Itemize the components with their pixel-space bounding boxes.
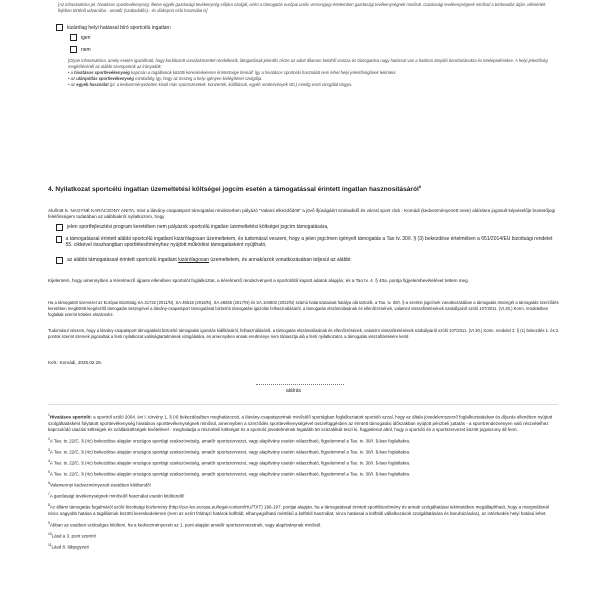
- footnote-7: [48, 491, 558, 500]
- option-yes-label: igen: [81, 34, 91, 41]
- footnote-number: 5: [48, 470, 50, 475]
- choice-1-label: jelen sportfejlesztési program keretében nem pályázok sportcélú ingatlan üzemeltetési költségei jogcím támogatására,: [67, 224, 329, 231]
- footnote-4: [48, 458, 558, 467]
- local-question-checkbox[interactable]: [56, 24, 63, 31]
- choice-3-row: [56, 257, 556, 264]
- footnote-number: 4: [48, 459, 50, 464]
- local-criteria-intro: [Olyan infrastruktúra, amely esetén igazolható, hogy korlátozott vonzáskörzettel rendelkezik, látogatóinak jelentős része az adott államon belülről vonzza és támogatása nagy hatással van a határon átnyúló beruházásokra és letelepedésekre. A helyi jelentőség megítélésénél az alábbi szempontok az irányadók:: [68, 58, 548, 69]
- local-question-row: [56, 24, 171, 31]
- footnote-number: 2: [48, 436, 50, 441]
- footnotes: [48, 412, 558, 553]
- local-criteria-note: [68, 58, 560, 88]
- footnote-6: [48, 480, 558, 489]
- option-yes-row: [70, 34, 90, 41]
- footnote-5: [48, 469, 558, 478]
- place-date: Kelt.: Komádi, 2025.02.26.: [48, 360, 103, 365]
- choice-2-label: a támogatással érintett alábbi sportcélú ingatlant kizárólagosan üzemeltetem, és tudomásul veszem, hogy a jelen jogcímen igényelt támogatás a Tao tv. 30/I. § (3) bekezdése értelmében a 651/2014/EU bizottsági rendelet 55. cikkével összhangban sportlétesítményhez nyújtott működési támogatásként nyújtható,: [65, 236, 553, 249]
- footnote-number: 1: [48, 413, 50, 417]
- bullet-1-term: hivatásos sportlevékenység: [74, 70, 130, 75]
- footnote-number: 7: [48, 492, 50, 497]
- footnote-text: Abban az esetben szükséges kitölteni, ha a kedvezményezett az 1. pont alapján amatőr sportszervezetnek, vagy alapítványnak minősül.: [49, 522, 322, 528]
- local-question-footnote-ref: 7: [169, 25, 172, 30]
- footnote-number: 10: [48, 532, 52, 537]
- paragraph-3: Tudomásul veszem, hogy a látvány-csapatsport támogatását biztosító támogatási igazolás kiállításáról, felhasználásáról, a támogatás elszámolásának és ellenőrzésének, valamint visszafizetésének szabályairól szóló 107/2011. (VI.30.) Korm. rendelet 2. § (1) bekezdés 1. és 2. pontok szerint szervek jogosultak a fenti nyilatkozat valóságtartalmának vizsgálatára, és amennyiben annak eredménye nem támasztja alá a fenti nyilatkozatot, a támogatás visszafizetésére kerül.: [48, 328, 560, 339]
- footnote-text: A Tao. tv. 22/C. § (4c) bekezdése alapján országos sportági szakszövetség, amatőr sportszervezet, vagy alapítvány esetén választható, figyelemmel a Tao. tv. 30/I. §-ban foglaltakra.: [49, 438, 411, 444]
- bullet-3-term: egyéb használat: [76, 82, 109, 87]
- footnote-10: [48, 531, 558, 540]
- footnote-text: A gazdasági tevékenységnek minősülő használat esetén kitöltendő!: [49, 493, 185, 499]
- footnote-number: 3: [48, 448, 50, 452]
- footnote-text: A Tao. tv. 22/C. § (4c) bekezdése alapján országos sportági szakszövetség, amatőr sportszervezet, vagy alapítvány esetén választható, figyelemmel a Tao. tv. 30/I. §-ban foglaltakra.: [49, 471, 411, 477]
- bullet-3-prefix: az: [70, 82, 77, 87]
- section-4-title: 4. Nyilatkozat sportcélú ingatlan üzemeltetési költségei jogcím esetén a támogatással érintett ingatlan hasznosításáról$^8$: [48, 184, 422, 194]
- choice-3-underlined: kizárólagosan: [178, 257, 210, 264]
- footnote-number: 8: [48, 503, 50, 508]
- local-criteria-bullet-1: • a hivatásos sportlevékenység kapcsán a tagállamok közötti kereskedelemre érintettsége fennáll: így a hivatásos sportcélú használat nem lehet helyi jelentőségűnek tekinteni.: [68, 70, 397, 75]
- choice-1-row: [56, 224, 556, 231]
- choice-3-checkbox[interactable]: [56, 257, 63, 264]
- footnote-text: Valamennyi kedvezményezett esetében kitöltendő!: [49, 482, 151, 488]
- footnote-number: 9: [48, 520, 50, 525]
- option-yes-checkbox[interactable]: [70, 34, 77, 41]
- choice-2-checkbox[interactable]: [56, 236, 62, 243]
- option-no-label: nem: [81, 46, 91, 53]
- local-criteria-bullet-3: • az egyéb használat (pl. a kedvezményezetten kívüli más sportrszezetek, konzertek, kiállítások, egyéb rendezvények stb.) mindig eseti vizsgálat tárgya.: [68, 82, 353, 87]
- bullet-2-prefix: az: [70, 76, 77, 81]
- paragraph-1: Kijelentem, hogy amennyiben a Kérelmező újpass ellenében sportolót foglalkoztat, a kérelmező rendezvényeit a sportolótól kapott adatok alapján, és a Tao tv. 4. § 40a. pontja figyelembevételével tettem meg.: [48, 278, 469, 283]
- choice-3-label: az alábbi támogatással érintett sportcélú ingatlant kizárólagosan üzemeltetem, és annak/azok vonatkozásában teljesül az alábbi:: [67, 257, 352, 264]
- section-4-footnote-ref: 8: [418, 184, 422, 189]
- footnote-8: [48, 502, 558, 517]
- footnote-text: A Tao. tv. 22/C. § (4c) bekezdése alapján országos sportági szakszövetség, amatőr sportszervezet, vagy alapítvány esetén választható, figyelemmel a Tao. tv. 30/I. §-ban foglaltakra.: [49, 449, 411, 455]
- bullet-1-text: kapcsán a tagállamok közötti kereskedelemre érintettsége fennáll: így a hivatásos sportcélú használat nem lehet helyi jelentőségűnek tekinteni.: [130, 70, 397, 75]
- declaration-text: Alulírott K. NAGYNÉ KARÁCSONY ANITA, mint a látvány-csapatsport támogatási rendszerben pályázó "Valami elkezdődött" a jövő ifjúságáért szabadidő és városi sport club - Komádi (kedvezményezett neve) aláírásra jogosult képviselője büntetőjogi felelősségem tudatában az alábbiakról nyilatkozom, hogy: [48, 208, 556, 220]
- footnote-number: 6: [48, 481, 50, 486]
- footnote-number: 11: [48, 543, 52, 548]
- choice-1-checkbox[interactable]: [56, 224, 63, 231]
- footnote-text: Lásd a 3. pont szerint!: [51, 533, 97, 539]
- intro-note: [Az infrastruktúra jel. hivatásos sportlevékenység: illetve egyéb gazdasági tevékenység céljára szolgál, ezért a támogatás európai uniós versenyjogi értelemben gazdasági tevékenységnek minősül. Gazdasági tevékenységnek minősül a bérbeadás útján, ellenérték fejében történő udvarrúba - amatőr (szabadidős)-, és diáksport célú használat is]: [58, 2, 546, 13]
- footnote-text: A Tao. tv. 22/C. § (4c) bekezdése alapján országos sportági szakszövetség, amatőr sportszervezet, vagy alapítvány esetén választható, figyelemmel a Tao. tv. 30/I. §-ban foglaltakra.: [49, 460, 411, 466]
- footnote-separator: [48, 404, 558, 405]
- paragraph-2: Ha a támogatott szervezet az Európai Bizottság SA.31722 (2011/N), SA.46515 (2016/N), SA.48265 (2017/N) és SA.104802 (2022/N) számú határozatainak hatálya alá tartozik, a Tao. tv. 30/I. §-a szerinti jogcímek vonatkozásában a támogatás összegét a támogatás szerződés keretében megkötött kiegészítő támogatás összegével a látvány-csapatsport támogatását biztosító támogatási igazolás felhasználásáról, a támogatás elszámolásának és ellenőrzésének, valamint visszafizetésének szabályairól szóló 107/2011. (VI.30.) Korm. rendeletben foglaltak szerint köteles elszámolni.: [48, 300, 559, 317]
- footnote-2: [48, 436, 558, 445]
- option-no-row: [70, 46, 91, 53]
- footnote-1: [48, 412, 558, 434]
- footnote-text: Az állami támogatás fogalmáról szóló bizottsági közlemény (http://eur-lex.europa.eu/legal-content/HU/TXT) 196-197. pontjai alapján, ha a támogatással érintett sportlétesítmény és annak szolgáltatásai tekintetében megállapítható, hogy a marginálisnál nincs nagyobb hatása a tagállamok közötti kereskedelemre (nem az ezért földrajzi határok külföldi; elhanyagolható mértékű a külföldi használat; nincs hatással a külföldi vállalkozások szolgáltatására és beruházására), az intézkedés helyi hatású lehet.: [48, 504, 549, 517]
- footnote-11: [48, 542, 558, 551]
- footnote-9: [48, 520, 558, 529]
- footnote-text: a sportról szóló 2004. évi I. törvény 1. § (4) bekezdésében meghatározott, a látvány-csapatsportnak minősülő sportágban foglalkoztatott sportoló azzal, hogy az általa jövedelemszerző foglalkoztatásban és díjazás ellenében nyújtott szolgáltatásként folytatott sporttevékenység hivatásos sporttevékenységnek minősül, amennyiben a szerződés sporttevékenységével összefüggésben az érintett támogatási időszakban nyújtott pénzbeli juttatás - a sporrtrendezvényen való részvételhez kapcsolódó utazási költségek és szállásköltségek kivételével - meghaladja a részvételi költséget és a sportoló jövedelmének legalább 50 százalékát teszi ki, függetlenül attól, hogy a sportoló és a sportszervezet között jogviszony áll fenn.: [48, 414, 553, 433]
- bullet-3-text: (pl. a kedvezményezetten kívüli más sportrszezetek, konzertek, kiállítások, egyéb rendezvények stb.) mindig eseti vizsgálat tárgya.: [108, 82, 353, 87]
- local-question-label: kizárólag helyi hatással bíró sportcélú ingatlan: [67, 24, 170, 31]
- choice-2-row: [56, 236, 560, 249]
- signature-line: [256, 384, 344, 385]
- footnote-3: [48, 447, 558, 456]
- footnote-term: Hivatásos sportoló:: [49, 414, 92, 420]
- bullet-2-text: mindaddig így, hogy az összeg a helyi igényen kielégítését szolgálja.: [133, 76, 263, 81]
- option-no-checkbox[interactable]: [70, 46, 77, 53]
- footnote-text: Lásd 8. lábjegyzet!: [51, 544, 90, 550]
- bullet-2-term: utánpótlás sportlevékenység: [76, 76, 134, 81]
- local-criteria-bullet-2: • az utánpótlás sportlevékenység mindaddig így, hogy az összeg a helyi igényen kielégítését szolgálja.: [68, 76, 263, 81]
- signature-label: aláírás: [286, 388, 302, 394]
